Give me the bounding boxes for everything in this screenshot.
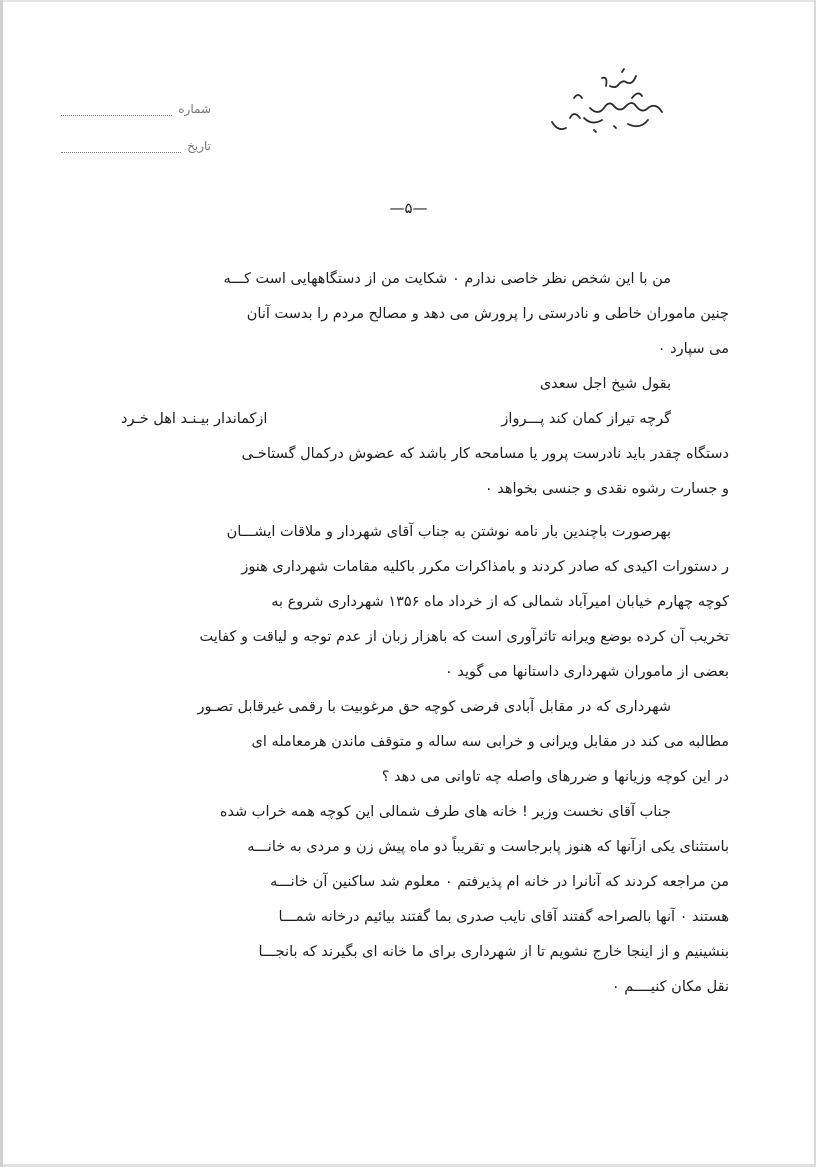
p3-line-1: بهرصورت باچندین بار نامه نوشتن به جناب آقای شهردار و ملاقات ایشـــان [226,524,671,540]
letter-body [121,262,729,1005]
number-dotted-line [61,101,172,116]
signature-line2 [544,148,545,149]
signature-line1 [544,148,545,149]
p5-line-3: من مراجعه کردند که آنانرا در خانه ام پذیرفتم ٠ معلوم شد ساکنین آن خانـــه [270,874,729,890]
handwritten-signature-icon [544,68,664,148]
p5-line-2: باستثنای یکی ازآنها که هنوز پابرجاست و تقریباً دو ماه پیش زن و مردی به خانـــه [247,839,729,855]
p4-line-3: در این کوچه وزیانها و ضررهای واصله چه تاوانی می دهد ؟ [381,769,729,785]
p2-line-2: و جسارت رشوه نقدی و جنسی بخواهد ٠ [484,481,729,497]
p1-line-2: چنین ماموران خاطی و نادرستی را پرورش می دهد و مصالح مردم را بدست آنان [246,306,729,322]
p3-line-4: تخریب آن کرده بوضع ویرانه تاثرآوری است که باهزار زبان از عدم توجه و لیاقت و کفایت [199,629,729,645]
verse-line [121,402,729,437]
p5-line-5: بنشینیم و از اینجا خارج نشویم تا از شهرداری برای ما خانه ای بگیرند که بانجـــا [258,944,729,960]
number-field [61,96,211,116]
p1-line-1: من با این شخص نظر خاصی ندارم ٠ شکایت من از دستگاههایی است کـــه [223,271,671,287]
p5-line-1: جناب آقای نخست وزیر ! خانه های طرف شمالی این کوچه همه خراب شده [219,804,671,820]
p4-line-1: شهرداری که در مقابل آبادی فرضی کوچه حق مرغوبیت با رقمی غیرقابل تصـور [197,699,671,715]
p3-line-2: ر دستورات اکیدی که صادر کردند و بامذاکرات مکرر باکلیه مقامات شهرداری هنوز [241,559,729,575]
date-dotted-line [61,138,181,153]
p1-line-3: می سپارد ٠ [657,341,729,357]
p3-line-3: کوچه چهارم خیابان امیرآباد شمالی که از خرداد ماه ۱۳۵۶ شهرداری شروع به [271,594,729,610]
date-label: تاریخ [187,139,211,153]
quote-intro: بقول شیخ اجل سعدی [539,376,671,392]
p2-line-1: دستگاه چقدر باید نادرست پرور یا مسامحه کار باشد که عضوش درکمال گستاخـی [241,446,729,462]
p3-line-5: بعضی از ماموران شهرداری داستانها می گوید ٠ [444,664,729,680]
date-field [61,133,211,153]
verse-left-hemistich: ازکماندار بیـنـد اهل خـرد [121,411,268,427]
number-label: شماره [178,102,211,116]
p4-line-2: مطالبه می کند در مقابل ویرانی و خرابی سه ساله و متوقف ماندن هرمعامله ای [251,734,729,750]
p5-line-6: نقل مکان کنیــــم ٠ [611,979,729,995]
page-number: —۵— [389,199,428,217]
p5-line-4: هستند ٠ آنها بالصراحه گفتند آقای نایب صدری بما گفتند بیائیم درخانه شمـــا [278,909,729,925]
verse-right-hemistich: گرچه تیراز کمان کند پـــرواز [501,411,671,427]
